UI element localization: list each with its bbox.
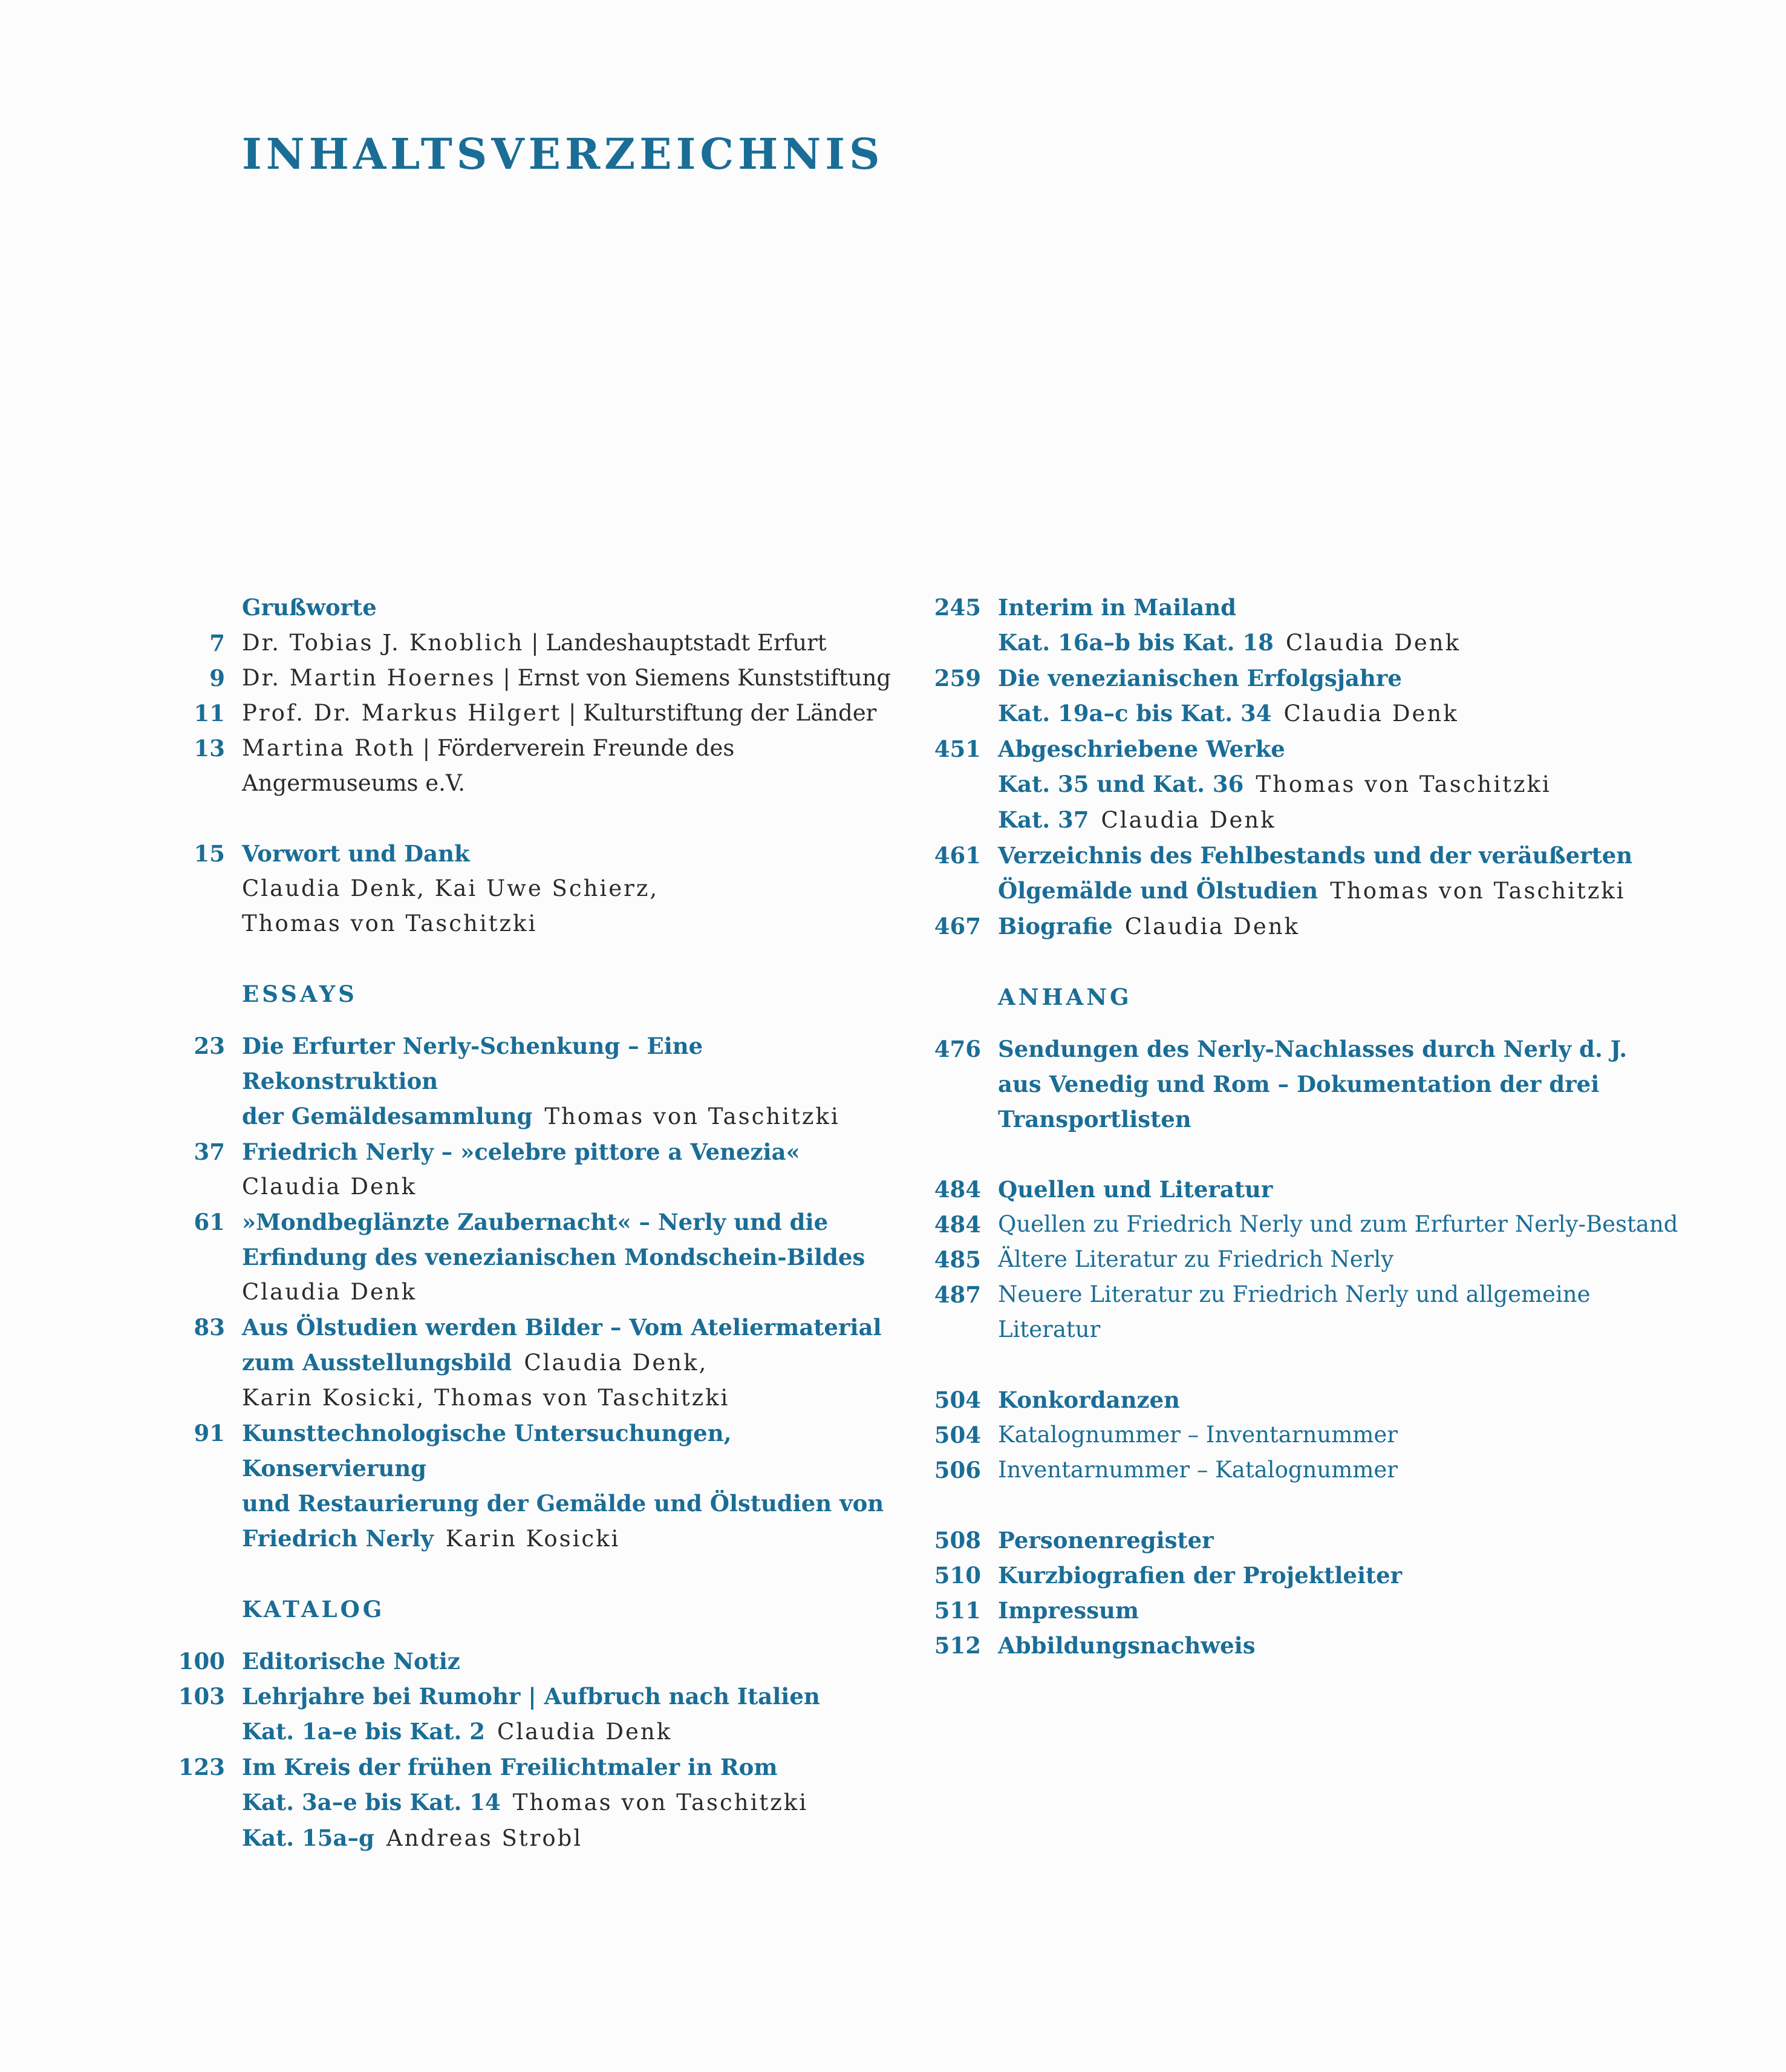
toc-entry[interactable] [157,731,895,801]
page-number: 484 [934,1176,981,1203]
entry-title: Kunsttechnologische Untersuchungen, Konservierung [242,1420,732,1482]
author-name: Claudia Denk [1124,913,1300,940]
institution: Landeshauptstadt Erfurt [546,630,827,656]
kat-range: Kat. 37 [998,806,1089,833]
entry-title-cont: aus Venedig und Rom – Dokumentation der drei [998,1071,1600,1097]
page-number: 37 [194,1139,225,1165]
toc-right-column [913,590,1718,1663]
page-number: 484 [934,1211,981,1238]
page-number: 83 [194,1314,225,1341]
entry-title: Im Kreis der frühen Freilichtmaler in Rom [242,1754,778,1780]
toc-entry[interactable] [913,1031,1718,1137]
kat-range: Kat. 3a–e bis Kat. 14 [242,1789,501,1815]
toc-entry[interactable] [913,731,1718,838]
toc-entry[interactable] [913,590,1718,661]
page-number: 100 [178,1648,225,1675]
section-heading-essays: ESSAYS [242,981,357,1007]
toc-heading-row [157,590,895,626]
toc-entry[interactable] [157,661,895,696]
toc-entry[interactable] [913,838,1718,909]
page-number: 13 [194,735,225,762]
entry-title: Abgeschriebene Werke [998,736,1285,762]
author-name: Claudia Denk [1101,807,1276,833]
kat-range: Kat. 35 und Kat. 36 [998,771,1244,797]
page-number: 467 [934,913,981,940]
author-name: Dr. Martin Hoernes [242,665,496,691]
page-number: 245 [934,594,981,621]
page-number: 7 [209,630,225,656]
author-name: Claudia Denk [1285,630,1461,656]
author-name: Andreas Strobl [386,1825,583,1851]
kat-range: Kat. 15a–g [242,1825,374,1851]
toc-entry[interactable] [913,1277,1718,1347]
page-number: 511 [934,1597,981,1624]
entry-title: Impressum [998,1597,1139,1624]
toc-entry[interactable] [913,909,1718,944]
kat-range: Kat. 16a–b bis Kat. 18 [998,629,1274,656]
toc-entry[interactable] [157,1644,895,1679]
entry-title: Verzeichnis des Fehlbestands und der veräußerten [998,842,1633,869]
author-name: Dr. Tobias J. Knoblich [242,630,524,656]
page-number: 11 [194,700,225,727]
entry-title-cont: zum Ausstellungsbild [242,1349,512,1376]
toc-entry[interactable] [157,626,895,661]
institution-cont: Angermuseums e.V. [242,770,465,796]
entry-title: Neuere Literatur zu Friedrich Nerly und allgemeine [998,1281,1591,1307]
toc-entry[interactable] [157,1028,895,1134]
author-name-cont: Karin Kosicki, Thomas von Taschitzki [242,1385,730,1411]
entry-title-cont: Transportlisten [998,1106,1191,1132]
page-number: 476 [934,1036,981,1062]
entry-title-cont: Erfindung des venezianischen Mondschein-Bildes [242,1244,865,1270]
toc-entry[interactable] [913,1453,1718,1488]
page-number: 451 [934,736,981,762]
toc-entry[interactable] [913,661,1718,731]
page-number: 15 [194,840,225,867]
section-row [913,979,1718,1031]
toc-left-column [157,590,895,1856]
entry-title: Interim in Mailand [998,594,1237,621]
page-number: 487 [934,1281,981,1308]
entry-title-cont: Ölgemälde und Ölstudien [998,877,1318,904]
page-number: 506 [934,1457,981,1483]
page-number: 461 [934,842,981,869]
toc-entry[interactable] [157,1679,895,1750]
page-number: 123 [178,1754,225,1780]
authors-cont: Thomas von Taschitzki [242,910,538,936]
entry-title: Vorwort und Dank [242,840,470,867]
author-name: Claudia Denk [1283,701,1459,727]
page-number: 103 [178,1683,225,1710]
entry-title: Lehrjahre bei Rumohr | Aufbruch nach Italien [242,1683,820,1710]
entry-title: »Mondbeglänzte Zaubernacht« – Nerly und die [242,1209,829,1235]
section-heading-katalog: KATALOG [242,1596,385,1623]
toc-entry[interactable] [913,1242,1718,1277]
toc-entry[interactable] [913,1593,1718,1628]
author-name: Thomas von Taschitzki [1256,771,1551,797]
author-name: Claudia Denk [242,1279,417,1305]
section-row [157,976,895,1028]
entry-title: Quellen und Literatur [998,1176,1273,1203]
toc-entry[interactable] [157,1310,895,1416]
section-heading-anhang: ANHANG [998,984,1132,1010]
toc-entry[interactable] [157,836,895,941]
toc-entry[interactable] [157,696,895,731]
page-number: 508 [934,1527,981,1554]
institution: Ernst von Siemens Kunststiftung [517,665,891,691]
toc-entry[interactable] [913,1417,1718,1453]
toc-entry[interactable] [913,1207,1718,1242]
entry-title-cont: der Gemäldesammlung [242,1103,533,1129]
author-name: Prof. Dr. Markus Hilgert [242,700,562,726]
entry-title-cont: Friedrich Nerly [242,1525,434,1552]
author-name: Martina Roth [242,735,416,761]
author-name: Thomas von Taschitzki [544,1103,840,1129]
page-number: 9 [209,665,225,691]
separator: | [569,700,576,726]
entry-title: Die Erfurter Nerly-Schenkung – Eine Rekonstruktion [242,1033,703,1094]
authors: Claudia Denk, Kai Uwe Schierz, [242,875,659,901]
toc-entry[interactable] [913,1523,1718,1558]
separator: | [531,630,539,656]
entry-title: Konkordanzen [998,1387,1180,1413]
entry-title: Die venezianischen Erfolgsjahre [998,665,1402,691]
entry-title: Kurzbiografien der Projektleiter [998,1562,1403,1589]
institution: Kulturstiftung der Länder [583,700,877,726]
page-number: 61 [194,1209,225,1235]
page-number: 512 [934,1632,981,1659]
entry-title: Quellen zu Friedrich Nerly und zum Erfurter Nerly-Bestand [998,1211,1678,1237]
entry-title: Katalognummer – Inventarnummer [998,1422,1398,1448]
institution: Förderverein Freunde des [437,735,735,761]
separator: | [422,735,431,761]
page-number: 259 [934,665,981,691]
entry-title-cont: Literatur [998,1316,1101,1342]
toc-entry[interactable] [157,1416,895,1557]
page-number: 504 [934,1422,981,1448]
entry-title: Friedrich Nerly – »celebre pittore a Venezia« [242,1139,800,1165]
toc-entry[interactable] [157,1204,895,1310]
author-name: Thomas von Taschitzki [512,1789,809,1815]
grussworte-heading[interactable]: Grußworte [242,594,377,621]
entry-title: Aus Ölstudien werden Bilder – Vom Ateliermaterial [242,1314,882,1341]
entry-title: Ältere Literatur zu Friedrich Nerly [998,1246,1394,1272]
kat-range: Kat. 19a–c bis Kat. 34 [998,700,1272,727]
toc-entry[interactable] [913,1558,1718,1593]
author-name: Claudia Denk, [524,1350,708,1376]
page-number: 485 [934,1246,981,1273]
author-name: Claudia Denk [242,1174,417,1200]
page-number: 504 [934,1387,981,1413]
author-name: Claudia Denk [497,1719,673,1745]
separator: | [503,665,510,691]
entry-title: Abbildungsnachweis [998,1632,1256,1659]
toc-entry[interactable] [913,1172,1718,1207]
toc-entry[interactable] [913,1628,1718,1663]
entry-title: Sendungen des Nerly-Nachlasses durch Nerly d. J. [998,1036,1628,1062]
toc-entry[interactable] [157,1134,895,1204]
entry-title-cont: und Restaurierung der Gemälde und Ölstudien von [242,1490,884,1517]
page-number: 510 [934,1562,981,1589]
page-number: 91 [194,1420,225,1446]
entry-title: Biografie [998,913,1113,940]
entry-title: Personenregister [998,1527,1214,1554]
toc-entry[interactable] [157,1750,895,1856]
section-row [157,1592,895,1644]
author-name: Karin Kosicki [445,1526,621,1552]
entry-title: Inventarnummer – Katalognummer [998,1457,1398,1483]
author-name: Thomas von Taschitzki [1330,878,1626,904]
page-number: 23 [194,1033,225,1059]
toc-entry[interactable] [913,1382,1718,1417]
entry-title: Editorische Notiz [242,1648,460,1675]
page-title: INHALTSVERZEICHNIS [242,129,884,179]
kat-range: Kat. 1a–e bis Kat. 2 [242,1718,485,1745]
